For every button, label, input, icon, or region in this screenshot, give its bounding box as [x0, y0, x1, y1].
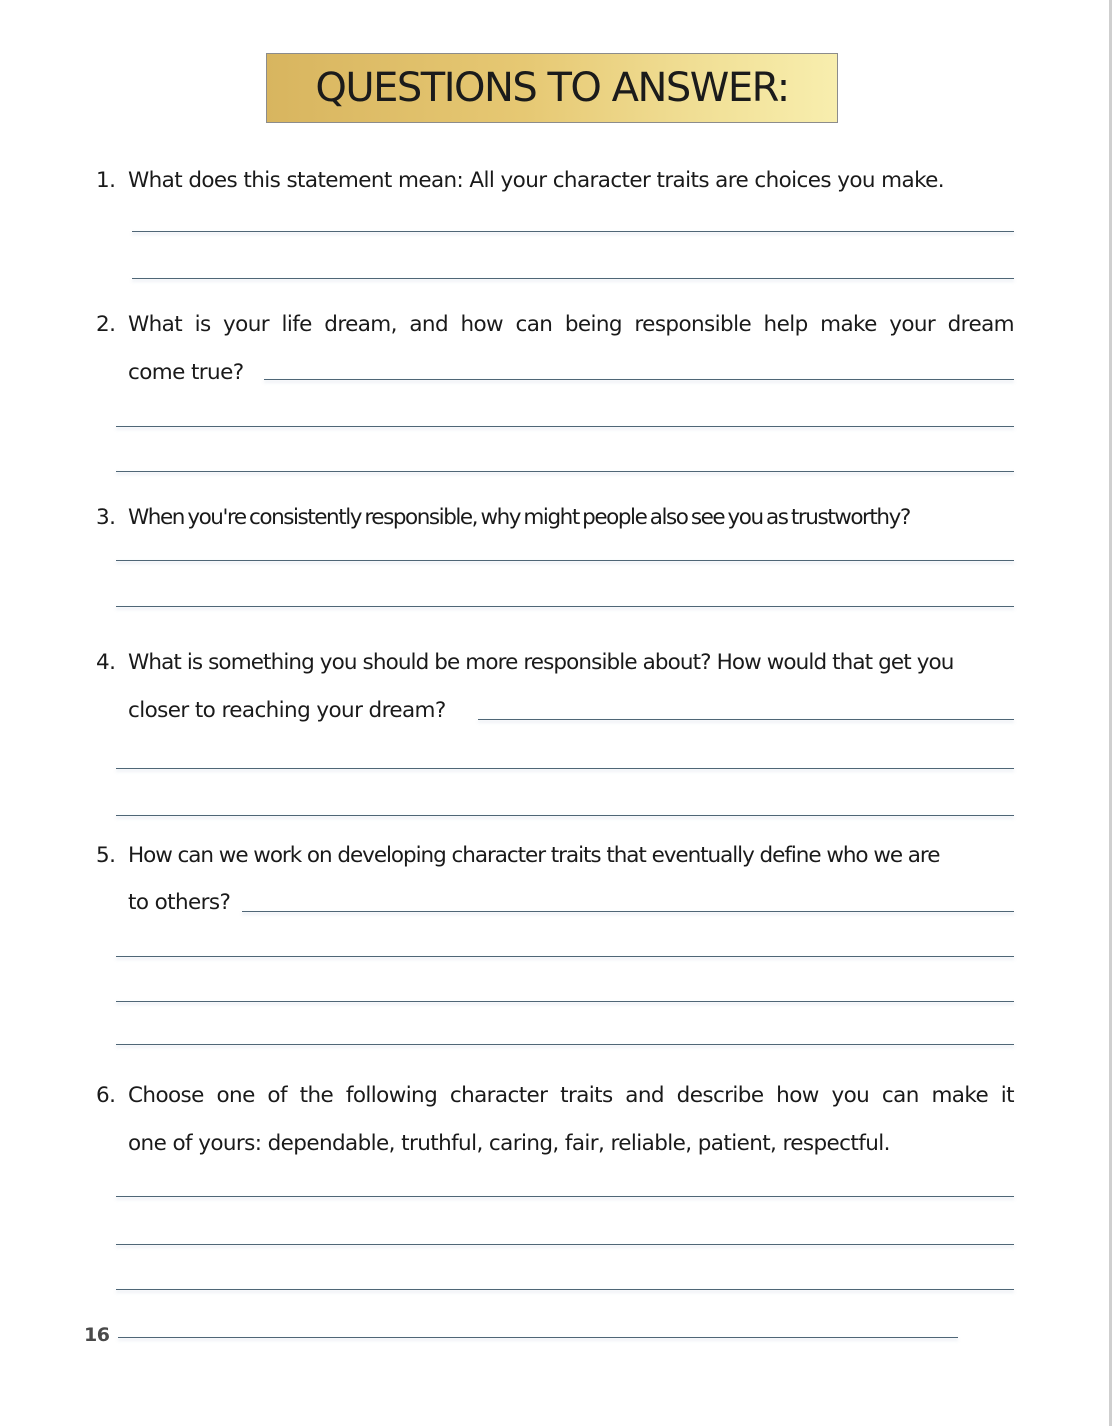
- question-text: What does this statement mean: All your character traits are choices you make.: [128, 168, 945, 193]
- question-number: 6.: [96, 1083, 116, 1108]
- question-number: 3.: [96, 505, 116, 530]
- footer-rule: [118, 1337, 958, 1338]
- answer-line[interactable]: [116, 1244, 1014, 1245]
- answer-line[interactable]: [116, 1044, 1014, 1045]
- answer-line[interactable]: [116, 1196, 1014, 1197]
- question-text-continued: come true?: [128, 360, 244, 385]
- answer-line[interactable]: [264, 379, 1014, 380]
- question-text-continued: to others?: [128, 890, 231, 915]
- page-number: 16: [84, 1324, 110, 1346]
- question-text-continued: closer to reaching your dream?: [128, 698, 446, 723]
- answer-line[interactable]: [116, 606, 1014, 607]
- answer-line[interactable]: [116, 1289, 1014, 1290]
- answer-line[interactable]: [116, 426, 1014, 427]
- question-number: 2.: [96, 312, 116, 337]
- question-text: How can we work on developing character traits that eventually define who we are: [128, 843, 940, 868]
- question-number: 1.: [96, 168, 116, 193]
- answer-line[interactable]: [132, 278, 1014, 279]
- title-banner: [266, 53, 838, 123]
- question-text: When you're consistently responsible, why might people also see you as trustworthy?: [128, 505, 910, 530]
- question-text: What is something you should be more responsible about? How would that get you: [128, 650, 954, 675]
- answer-line[interactable]: [116, 560, 1014, 561]
- answer-line[interactable]: [116, 1001, 1014, 1002]
- page-title: QUESTIONS TO ANSWER:: [315, 65, 789, 111]
- answer-line[interactable]: [242, 911, 1014, 912]
- answer-line[interactable]: [478, 719, 1014, 720]
- question-text-continued: one of yours: dependable, truthful, caring, fair, reliable, patient, respectful.: [128, 1131, 890, 1156]
- answer-line[interactable]: [116, 815, 1014, 816]
- answer-line[interactable]: [116, 471, 1014, 472]
- question-number: 5.: [96, 843, 116, 868]
- answer-line[interactable]: [116, 768, 1014, 769]
- answer-line[interactable]: [116, 956, 1014, 957]
- question-text: Choose one of the following character traits and describe how you can make it: [128, 1083, 1014, 1108]
- answer-line[interactable]: [132, 231, 1014, 232]
- question-number: 4.: [96, 650, 116, 675]
- question-text: What is your life dream, and how can being responsible help make your dream: [128, 312, 1014, 337]
